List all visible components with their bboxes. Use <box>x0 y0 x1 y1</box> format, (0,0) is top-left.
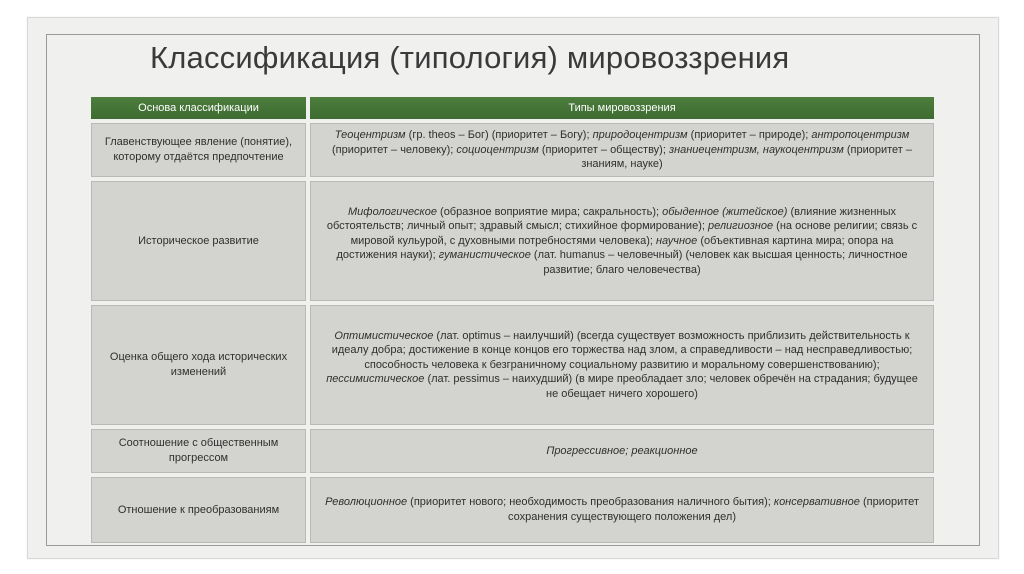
classification-table <box>89 95 936 545</box>
basis-cell: Соотношение с общественным прогрессом <box>89 427 308 475</box>
type-description: (гр. theos – Бог) (приоритет – Богу); <box>405 129 593 142</box>
type-term: пессимистическое <box>326 373 425 386</box>
type-term: Теоцентризм <box>334 129 406 142</box>
type-term: обыденное (житейское) <box>662 205 788 218</box>
table-row <box>89 303 936 427</box>
type-description: (приоритет – природе); <box>687 129 812 142</box>
type-term: Оптимистическое <box>334 329 434 342</box>
basis-cell: Оценка общего хода исторических изменений <box>89 303 308 427</box>
basis-cell: Главенствующее явление (понятие), которому отдаётся предпочтение <box>89 121 308 179</box>
types-cell <box>308 427 936 475</box>
types-cell <box>308 303 936 427</box>
type-description: (приоритет нового; необходимость преобразования наличного бытия); <box>407 496 774 509</box>
page-title: Классификация (типология) мировоззрения <box>150 40 790 75</box>
table-row <box>89 427 936 475</box>
type-description: (лат. optimus – наилучший) (всегда существует возможность приблизить действительность к идеалу добра; достижение в конце концов его торжества над злом, а справедливости – над несправедливостью; способность человека к безграничному социальному развитию и моральному совершенствованию); <box>331 329 913 371</box>
type-description: (объективная картина мира; опора на достижения науки); <box>336 234 894 262</box>
basis-cell: Историческое развитие <box>89 179 308 303</box>
type-description: (лат. pessimus – наихудший) (в мире преобладает зло; человек обречён на страдания; будущее не обещает ничего хорошего) <box>424 373 918 400</box>
type-description: (на основе религии; связь с мировой кульурой, с духовными потребностями человека); <box>350 220 918 247</box>
types-cell <box>308 475 936 545</box>
table-row <box>89 475 936 545</box>
type-term: консервативное <box>773 496 860 509</box>
type-term: природоцентризм <box>592 129 688 142</box>
type-description: (приоритет сохранения существующего положения дел) <box>507 496 919 523</box>
type-description: (приоритет – обществу); <box>538 143 669 156</box>
basis-cell: Отношение к преобразованиям <box>89 475 308 545</box>
type-term: Революционное <box>325 496 408 509</box>
header-types: Типы мировоззрения <box>308 95 936 121</box>
table-row <box>89 179 936 303</box>
types-cell <box>308 121 936 179</box>
type-description: (лат. humanus – человечный) (человек как высшая ценность; личностное развитие; благо человечества) <box>530 249 908 276</box>
type-term: социоцентризм <box>456 143 539 156</box>
table-row <box>89 121 936 179</box>
type-term: религиозное <box>707 220 774 233</box>
type-description: (влияние жизненных обстоятельств; личный опыт; здравый смысл; стихийное формирование); <box>326 205 896 233</box>
table-header-row <box>89 95 936 121</box>
types-cell <box>308 179 936 303</box>
type-description: (приоритет – человеку); <box>332 143 457 156</box>
type-term: гуманистическое <box>438 249 531 262</box>
type-description: (приоритет – знаниям, науке) <box>581 143 912 171</box>
type-term: научное <box>655 234 698 247</box>
type-term: антропоцентризм <box>811 129 910 142</box>
type-term: Прогрессивное; реакционное <box>546 444 698 457</box>
type-term: знаниецентризм, наукоцентризм <box>668 143 844 156</box>
type-term: Мифологическое <box>348 205 437 218</box>
header-basis: Основа классификации <box>89 95 308 121</box>
type-description: (образное воприятие мира; сакральность); <box>436 205 663 218</box>
